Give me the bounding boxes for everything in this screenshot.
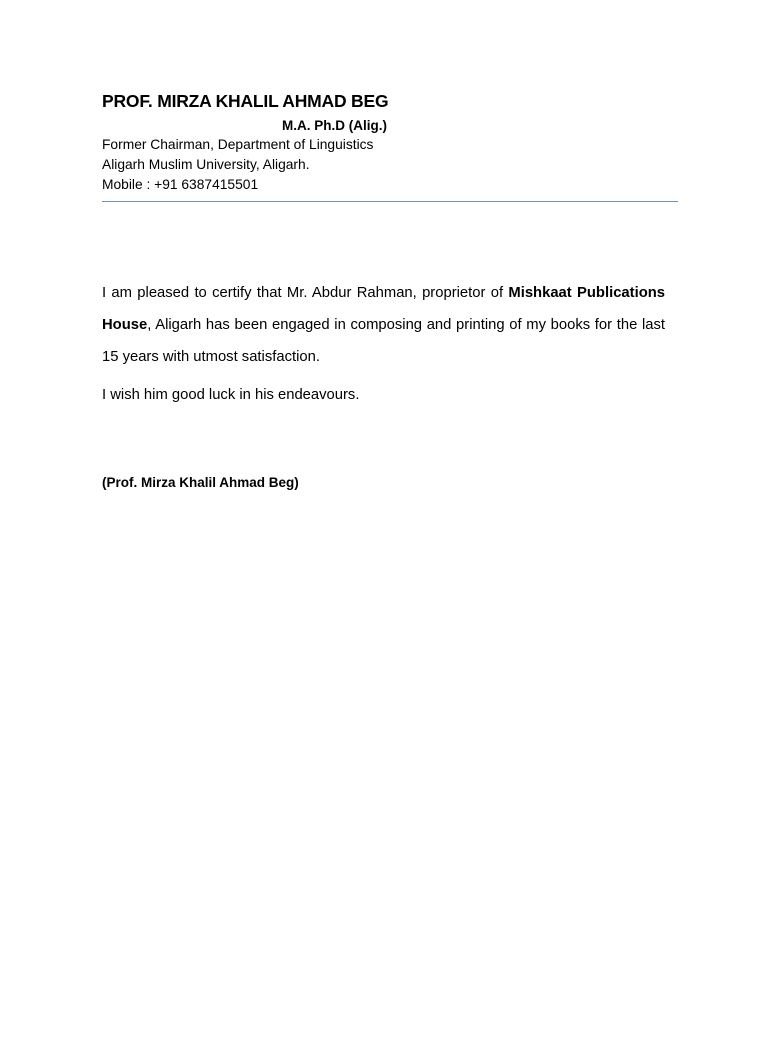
certification-paragraph	[102, 277, 665, 373]
wish-paragraph: I wish him good luck in his endeavours.	[102, 387, 360, 403]
sender-institution: Aligarh Muslim University, Aligarh.	[102, 157, 310, 172]
sender-mobile: Mobile : +91 6387415501	[102, 177, 259, 192]
letterhead-divider	[102, 201, 678, 202]
publisher-name: Mishkaat Publications House	[102, 285, 665, 333]
signature-line: (Prof. Mirza Khalil Ahmad Beg)	[102, 475, 299, 490]
sender-name: PROF. MIRZA KHALIL AHMAD BEG	[102, 91, 389, 111]
para1-end: , Aligarh has been engaged in composing and printing of my books for the last 15 years with utmost satisfaction.	[102, 317, 665, 365]
sender-position: Former Chairman, Department of Linguistics	[102, 137, 374, 152]
sender-degree: M.A. Ph.D (Alig.)	[282, 118, 387, 133]
para1-start: I am pleased to certify that Mr. Abdur Rahman, proprietor of	[102, 285, 509, 301]
